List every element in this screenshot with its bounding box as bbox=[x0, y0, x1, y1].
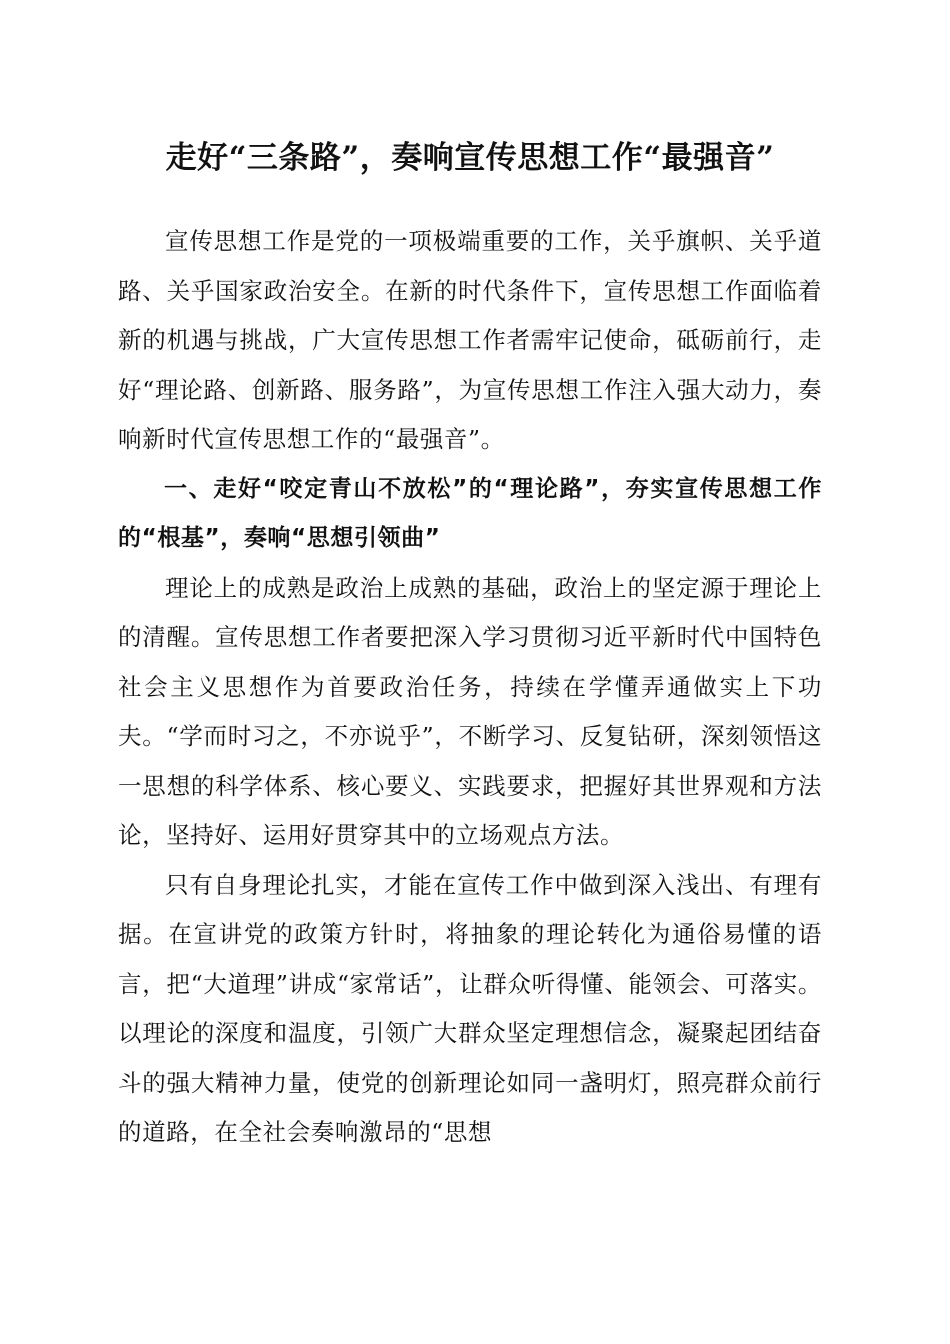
document-title: 走好“三条路”，奏响宣传思想工作“最强音” bbox=[165, 140, 775, 176]
section-heading-1: 一、走好“咬定青山不放松”的“理论路”，夯实宣传思想工作的“根基”，奏响“思想引领曲” bbox=[118, 475, 822, 551]
intro-paragraph: 宣传思想工作是党的一项极端重要的工作，关乎旗帜、关乎道路、关乎国家政治安全。在新的时代条件下，宣传思想工作面临着新的机遇与挑战，广大宣传思想工作者需牢记使命，砥砺前行，走好“理论路、创新路、服务路”，为宣传思想工作注入强大动力，奏响新时代宣传思想工作的“最强音”。 bbox=[118, 227, 822, 453]
document-body bbox=[118, 217, 822, 1158]
body-paragraph: 只有自身理论扎实，才能在宣传工作中做到深入浅出、有理有据。在宣讲党的政策方针时，将抽象的理论转化为通俗易懂的语言，把“大道理”讲成“家常话”，让群众听得懂、能领会、可落实。以理论的深度和温度，引领广大群众坚定理想信念，凝聚起团结奋斗的强大精神力量，使党的创新理论如同一盏明灯，照亮群众前行的道路，在全社会奏响激昂的“思想 bbox=[118, 870, 822, 1146]
body-paragraph: 理论上的成熟是政治上成熟的基础，政治上的坚定源于理论上的清醒。宣传思想工作者要把深入学习贯彻习近平新时代中国特色社会主义思想作为首要政治任务，持续在学懂弄通做实上下功夫。“学而时习之，不亦说乎”，不断学习、反复钻研，深刻领悟这一思想的科学体系、核心要义、实践要求，把握好其世界观和方法论，坚持好、运用好贯穿其中的立场观点方法。 bbox=[118, 573, 822, 849]
